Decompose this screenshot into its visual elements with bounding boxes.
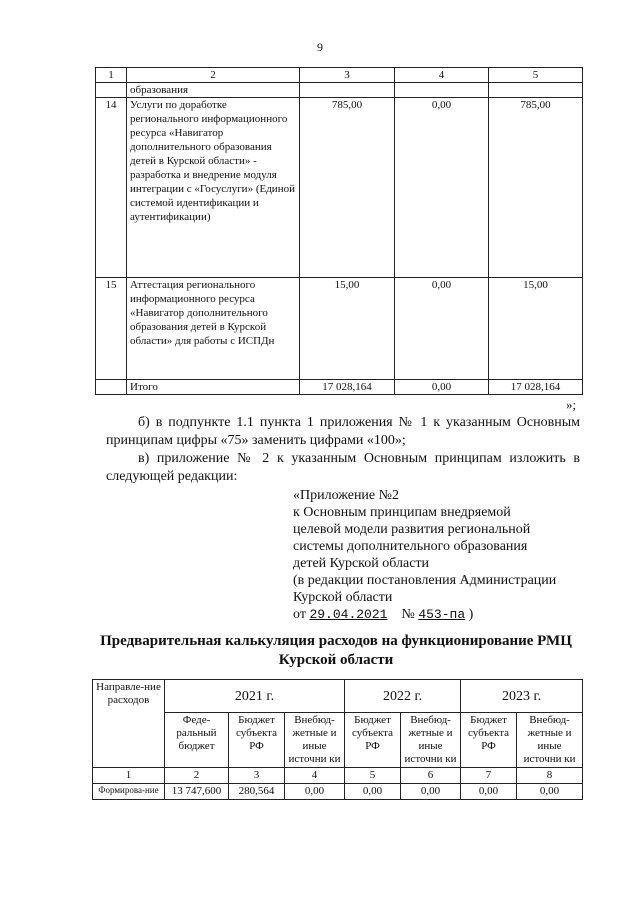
table-row <box>93 784 583 800</box>
paragraph-v: в) приложение № 2 к указанным Основным принципам изложить в следующей редакции: <box>106 451 580 484</box>
direction-header: Направле-ние расходов <box>93 680 165 768</box>
col-number: 3 <box>229 768 285 784</box>
year-header: 2022 г. <box>345 680 461 713</box>
cell-value: 0,00 <box>517 784 583 800</box>
total-value: 17 028,164 <box>489 380 583 395</box>
row-label: Формирова-ние <box>93 784 165 800</box>
col-number: 7 <box>461 768 517 784</box>
col-header: 3 <box>300 68 395 83</box>
source-header: Феде-ральный бюджет <box>165 713 229 768</box>
table-row <box>96 83 583 98</box>
source-header: Бюджет субъекта РФ <box>229 713 285 768</box>
row-value: 15,00 <box>300 278 395 380</box>
appendix-line: системы дополнительного образования <box>293 539 528 554</box>
table-row <box>96 98 583 278</box>
appendix-block <box>293 487 593 623</box>
row-value: 0,00 <box>395 278 489 380</box>
row-number: 15 <box>96 278 127 380</box>
col-header: 5 <box>489 68 583 83</box>
row-value: 785,00 <box>300 98 395 278</box>
cell-value: 280,564 <box>229 784 285 800</box>
total-value: 17 028,164 <box>300 380 395 395</box>
source-header: Бюджет субъекта РФ <box>461 713 517 768</box>
col-number: 1 <box>93 768 165 784</box>
cell-value: 0,00 <box>461 784 517 800</box>
appendix-line: «Приложение №2 <box>293 488 399 503</box>
col-number: 6 <box>401 768 461 784</box>
appendix-line: детей Курской области <box>293 556 430 571</box>
resolution-date: 29.04.2021 <box>309 607 388 622</box>
year-header: 2021 г. <box>165 680 345 713</box>
calculation-table <box>92 679 583 800</box>
col-header: 4 <box>395 68 489 83</box>
costs-table-header <box>96 68 583 83</box>
source-header: Внебюд-жетные и иные источни ки <box>517 713 583 768</box>
source-header: Внебюд-жетные и иные источни ки <box>401 713 461 768</box>
row-value: 15,00 <box>489 278 583 380</box>
row-name: образования <box>127 83 300 98</box>
col-number: 8 <box>517 768 583 784</box>
resolution-number: 453-па <box>418 607 466 622</box>
source-header: Бюджет субъекта РФ <box>345 713 401 768</box>
total-label: Итого <box>127 380 300 395</box>
page-number: 9 <box>317 40 323 54</box>
section-heading: Предварительная калькуляция расходов на функционирование РМЦ Курской области <box>100 633 572 668</box>
quote-close: »; <box>566 397 577 412</box>
col-number: 2 <box>165 768 229 784</box>
costs-table <box>95 67 583 395</box>
cell-value: 0,00 <box>285 784 345 800</box>
row-name: Услуги по доработке регионального информационного ресурса «Навигатор дополнительного образования детей в Курской области» - разработка и внедрение модуля интеграции с «Госуслуги» (Единой системой идентификации и аутентификации) <box>127 98 300 278</box>
table-row <box>96 278 583 380</box>
col-header: 1 <box>96 68 127 83</box>
cell-value: 13 747,600 <box>165 784 229 800</box>
source-header: Внебюд-жетные и иные источни ки <box>285 713 345 768</box>
col-header: 2 <box>127 68 300 83</box>
appendix-date-line: от 29.04.2021 № 453-па ) <box>293 607 474 622</box>
row-number: 14 <box>96 98 127 278</box>
appendix-line: Курской области <box>293 590 393 605</box>
col-number: 5 <box>345 768 401 784</box>
row-value: 785,00 <box>489 98 583 278</box>
cell-value: 0,00 <box>345 784 401 800</box>
row-value: 0,00 <box>395 98 489 278</box>
appendix-line: целевой модели развития региональной <box>293 522 531 537</box>
total-row <box>96 380 583 395</box>
appendix-line: (в редакции постановления Администрации <box>293 573 557 588</box>
year-header: 2023 г. <box>461 680 583 713</box>
appendix-line: к Основным принципам внедряемой <box>293 505 511 520</box>
cell-value: 0,00 <box>401 784 461 800</box>
col-number: 4 <box>285 768 345 784</box>
total-value: 0,00 <box>395 380 489 395</box>
row-name: Аттестация регионального информационного ресурса «Навигатор дополнительного образования детей в Курской области» для работы с ИСПДн <box>127 278 300 380</box>
paragraph-b: б) в подпункте 1.1 пункта 1 приложения № 1 к указанным Основным принципам цифры «75» заменить цифрами «100»; <box>106 415 580 448</box>
